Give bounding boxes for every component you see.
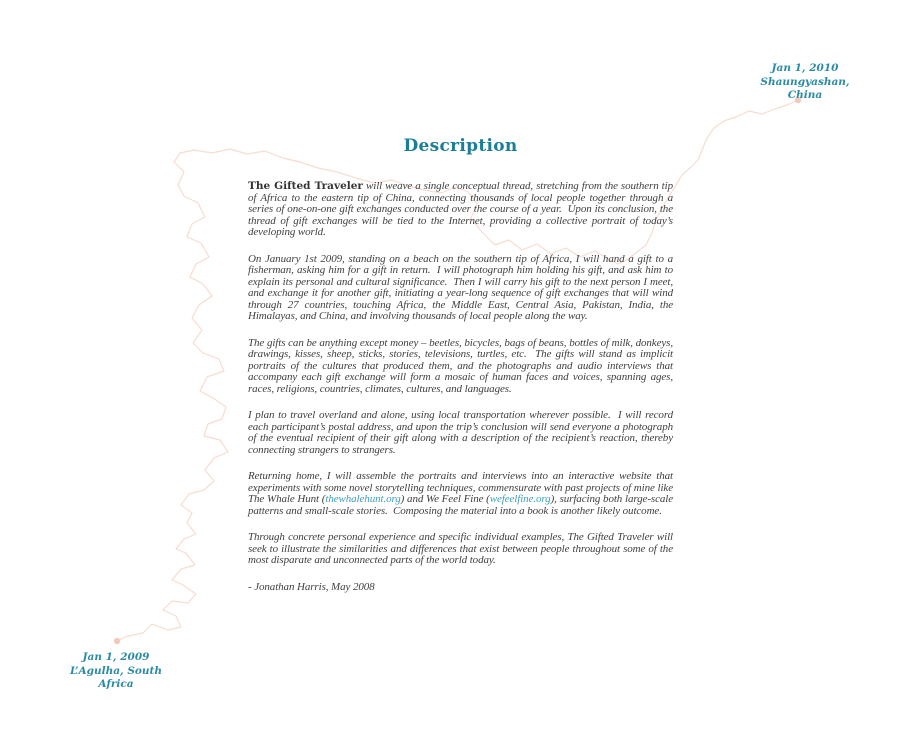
link-thewhalehunt[interactable]: thewhalehunt.org (325, 493, 401, 505)
label-south-africa-place: L’Agulha, South Africa (69, 664, 163, 690)
paragraph-3: The gifts can be anything except money – beetles, bicycles, bags of beans, bottles of milk, donkeys, drawings, kisses, sheep, sticks, stories, televisions, turtles, etc. The gifts will stand as implicit portraits of the cultures that produced them, and the photographs and audio interviews that accompany each gift exchange will form a mosaic of human faces and voices, spanning ages, races, religions, countries, climates, cultures, and languages. (248, 336, 676, 395)
label-south-africa-date: Jan 1, 2009 (82, 651, 150, 663)
project-name-bold: The Gifted Traveler (248, 180, 363, 192)
paragraph-2: On January 1st 2009, standing on a beach on the southern tip of Africa, I will hand a gift to a fisherman, asking him for a gift in return. I will photograph him holding his gift, and ask him to explain its personal and cultural significance. Then I will carry his gift to the next person I meet, and exchange it for another gift, initiating a year-long sequence of gift exchanges that will wind through 27 countries, touching Africa, the Middle East, Central Asia, Pakistan, India, the Himalayas, and China, and involving thousands of local people along the way. (248, 252, 676, 322)
label-china-date: Jan 1, 2010 (771, 62, 839, 74)
paragraph-1 (248, 180, 676, 239)
paragraph-5 (248, 470, 676, 517)
paragraph-6: Through concrete personal experience and specific individual examples, The Gifted Traveler will seek to illustrate the similarities and differences that exist between people throughout some of the most disparate and unconnected parts of the world today. (248, 531, 676, 566)
paragraph-5-text-mid: ) and We Feel Fine ( (400, 493, 490, 505)
page-title: Description (403, 136, 518, 156)
paragraph-5-text-pre: Returning home, I will assemble the portraits and interviews into an interactive website that experiments with some novel storytelling techniques, commensurate with past projects of mine like The Whale Hunt ( (248, 470, 676, 505)
paragraph-4: I plan to travel overland and alone, using local transportation wherever possible. I will record each participant’s postal address, and upon the trip’s conclusion will send everyone a photograph of the eventual recipient of their gift along with a description of the recipient’s reaction, thereby connecting strangers to strangers. (248, 409, 676, 456)
paragraph-1-text: will weave a single conceptual thread, stretching from the southern tip of Africa to the eastern tip of China, connecting thousands of local people together through a series of one-on-one gift exchanges conducted over the course of a year. Upon its conclusion, the thread of gift exchanges will be tied to the Internet, providing a collective portrait of today’s developing world. (248, 180, 676, 238)
route-endpoint-south-africa-dot (114, 638, 120, 644)
signature: - Jonathan Harris, May 2008 (248, 580, 375, 593)
link-wefeelfine[interactable]: wefeelfine.org (489, 493, 551, 505)
label-china-place: Shaungyashan, China (760, 75, 850, 101)
label-south-africa (55, 651, 177, 692)
label-china (745, 62, 865, 103)
paragraph-5-text-post: ), surfacing both large-scale patterns and small-scale stories. Composing the material into a book is another likely outcome. (248, 493, 676, 517)
description-text (248, 180, 676, 593)
